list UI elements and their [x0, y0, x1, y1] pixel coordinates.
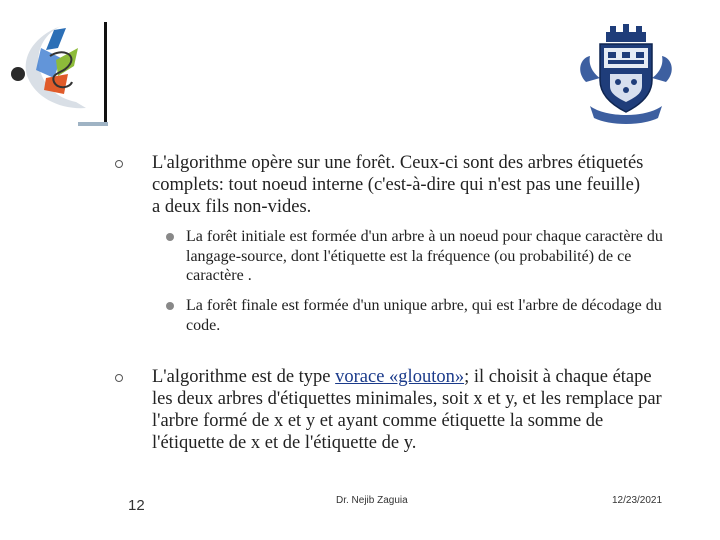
footer-date: 12/23/2021: [612, 495, 663, 506]
bullet-text: [152, 366, 672, 454]
sub-bullet-text: La forêt initiale est formée d'un arbre à un noeud pour chaque caractère du langage-source, dont l'étiquette est la fréquence (ou probabilité) de ce caractère .: [186, 228, 663, 284]
bullet-text-end: ; il choisit à chaque étape les deux arbres d'étiquettes minimales, soit x et y, et les remplace par l'arbre formé de x et y et ayant comme étiquette la somme de l'étiquette de x et de l'étiquette de y.: [152, 367, 662, 453]
glouton-link[interactable]: vorace «glouton»: [335, 367, 465, 387]
bullet-text: L'algorithme opère sur une forêt. Ceux-ci sont des arbres étiquetés complets: tout noeud interne (c'est-à-dire qui n'est pas une feuille) a deux fils non-vides.: [152, 153, 644, 217]
sub-bullet-marker: [166, 302, 174, 310]
institution-logo: [6, 18, 110, 130]
sub-bullet-text: La forêt finale est formée d'un unique arbre, qui est l'arbre de décodage du code.: [186, 297, 662, 334]
bullet-text-start: L'algorithme est de type: [152, 367, 336, 387]
footer-author: Dr. Nejib Zaguia: [336, 495, 408, 506]
page-number: 12: [128, 497, 145, 514]
university-crest-logo: [566, 22, 686, 130]
bullet-marker: [115, 374, 123, 382]
bullet-marker: [115, 160, 123, 168]
sub-bullet-marker: [166, 233, 174, 241]
